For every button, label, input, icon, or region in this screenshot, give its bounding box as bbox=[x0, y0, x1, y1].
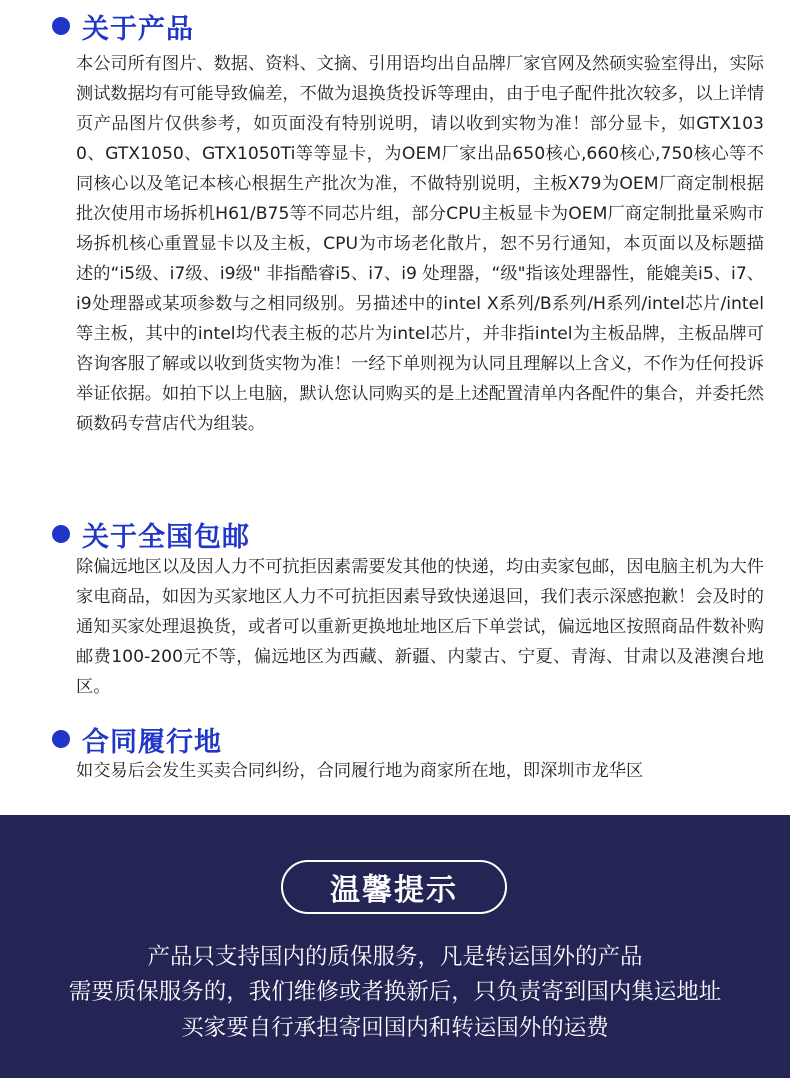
notice-line-3: 买家要自行承担寄回国内和转运国外的运费 bbox=[181, 1015, 609, 1041]
notice-line-2: 需要质保服务的，我们维修或者换新后，只负责寄到国内集运地址 bbox=[68, 979, 722, 1005]
section-title: 关于产品 bbox=[82, 13, 194, 45]
notice-badge-label: 温馨提示 bbox=[330, 873, 458, 908]
section-heading-contract bbox=[52, 723, 222, 758]
notice-line-1: 产品只支持国内的质保服务，凡是转运国外的产品 bbox=[147, 944, 643, 970]
bullet-dot-icon bbox=[52, 525, 70, 543]
section-title: 关于全国包邮 bbox=[82, 521, 250, 553]
section-heading-product bbox=[52, 10, 194, 45]
section-heading-shipping bbox=[52, 518, 250, 553]
bullet-dot-icon bbox=[52, 17, 70, 35]
section-title: 合同履行地 bbox=[82, 726, 222, 758]
section-body-product: 本公司所有图片、数据、资料、文摘、引用语均出自品牌厂家官网及然硕实验室得出，实际测试数据均有可能导致偏差，不做为退换货投诉等理由，由于电子配件批次较多，以上详情页产品图片仅供参考，如页面没有特别说明，请以收到实物为准！部分显卡，如GTX1030、GTX1050、GTX1050Ti等等显卡，为OEM厂家出品650核心,660核心,750核心等不同核心以及笔记本核心根据生产批次为准，不做特别说明，主板X79为OEM厂商定制根据批次使用市场拆机H61/B75等不同芯片组，部分CPU主板显卡为OEM厂商定制批量采购市场拆机核心重置显卡以及主板，CPU为市场老化散片，恕不另行通知，本页面以及标题描述的“i5级、i7级、i9级" 非指酷睿i5、i7、i9 处理器，“级"指该处理器性，能媲美i5、i7、i9处理器或某项参数与之相同级别。另描述中的intel X系列/B系列/H系列/intel芯片/intel等主板，其中的intel均代表主板的芯片为intel芯片，并非指intel为主板品牌，主板品牌可咨询客服了解或以收到货实物为准！一经下单则视为认同且理解以上含义，不作为任何投诉举证依据。如拍下以上电脑，默认您认同购买的是上述配置清单内各配件的集合，并委托然硕数码专营店代为组装。 bbox=[76, 54, 764, 434]
bullet-dot-icon bbox=[52, 730, 70, 748]
notice-banner bbox=[0, 815, 790, 1078]
section-body-contract: 如交易后会发生买卖合同纠纷，合同履行地为商家所在地，即深圳市龙华区 bbox=[76, 761, 644, 781]
section-body-shipping: 除偏远地区以及因人力不可抗拒因素需要发其他的快递，均由卖家包邮，因电脑主机为大件家电商品，如因为买家地区人力不可抗拒因素导致快递退回，我们表示深感抱歉！会及时的通知买家处理退换货，或者可以重新更换地址地区后下单尝试，偏远地区按照商品件数补购邮费100-200元不等，偏远地区为西藏、新疆、内蒙古、宁夏、青海、甘肃以及港澳台地区。 bbox=[76, 557, 764, 697]
notice-badge bbox=[281, 860, 507, 914]
